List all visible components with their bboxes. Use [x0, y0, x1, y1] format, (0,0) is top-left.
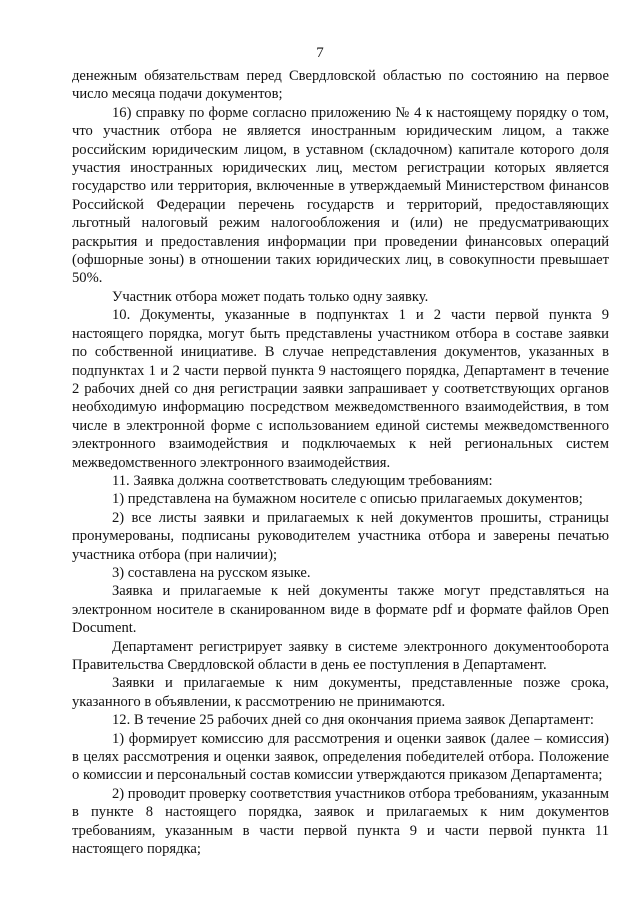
page-number: 7	[316, 45, 324, 61]
document-body	[72, 67, 609, 858]
paragraph: Заявки и прилагаемые к ним документы, представленные позже срока, указанного в объявлении, к рассмотрению не принимаются.	[72, 675, 609, 710]
paragraph: 1) представлена на бумажном носителе с описью прилагаемых документов;	[112, 491, 583, 508]
paragraph: 12. В течение 25 рабочих дней со дня окончания приема заявок Департамент:	[112, 712, 594, 729]
paragraph: 10. Документы, указанные в подпунктах 1 и 2 части первой пункта 9 настоящего порядка, могут быть представлены участником отбора в составе заявки по собственной инициативе. В случае непредставления документов, указанных в подпунктах 1 и 2 части первой пункта 9 настоящего порядка, Департамент в течение 2 рабочих дней со дня регистрации заявки запрашивает у соответствующих органов необходимую информацию посредством межведомственного взаимодействия, в том числе в электронной форме с использованием единой системы межведомственного электронного взаимодействия и подключаемых к ней региональных систем межведомственного электронного взаимодействия.	[72, 307, 609, 471]
paragraph: 16) справку по форме согласно приложению № 4 к настоящему порядку о том, что участник отбора не является иностранным юридическим лицом, а также российским юридическим лицом, в уставном (складочном) капитале которого доля участия иностранных юридических лиц, местом регистрации которых является государство или территория, включенные в утверждаемый Министерством финансов Российской Федерации перечень государств и территорий, предоставляющих льготный налоговый режим налогообложения и (или) не предусматривающих раскрытия и предоставления информации при проведении финансовых операций (офшорные зоны) в отношении таких юридических лиц, в совокупности превышает 50%.	[72, 104, 609, 287]
paragraph: денежным обязательствам перед Свердловской областью по состоянию на первое число месяца подачи документов;	[72, 68, 609, 103]
paragraph: 1) формирует комиссию для рассмотрения и оценки заявок (далее – комиссия) в целях рассмотрения и оценки заявок, определения победителей отбора. Положение о комиссии и персональный состав комиссии утверждаются приказом Департамента;	[72, 730, 609, 784]
paragraph: 11. Заявка должна соответствовать следующим требованиям:	[112, 472, 493, 489]
paragraph: Участник отбора может подать только одну заявку.	[112, 288, 429, 305]
paragraph: 2) проводит проверку соответствия участников отбора требованиям, указанным в пункте 8 настоящего порядка, заявок и прилагаемых к ним документов требованиям, указанным в части первой пункта 9 и части первой пункта 11 настоящего порядка;	[72, 785, 609, 858]
paragraph: Департамент регистрирует заявку в системе электронного документооборота Правительства Свердловской области в день ее поступления в Департамент.	[72, 638, 609, 673]
paragraph: 3) составлена на русском языке.	[112, 564, 311, 581]
paragraph: Заявка и прилагаемые к ней документы также могут представляться на электронном носителе в сканированном виде в формате pdf и формате файлов Open Document.	[72, 583, 609, 637]
paragraph: 2) все листы заявки и прилагаемых к ней документов прошиты, страницы пронумерованы, подписаны руководителем участника отбора и заверены печатью участника отбора (при наличии);	[72, 509, 609, 563]
